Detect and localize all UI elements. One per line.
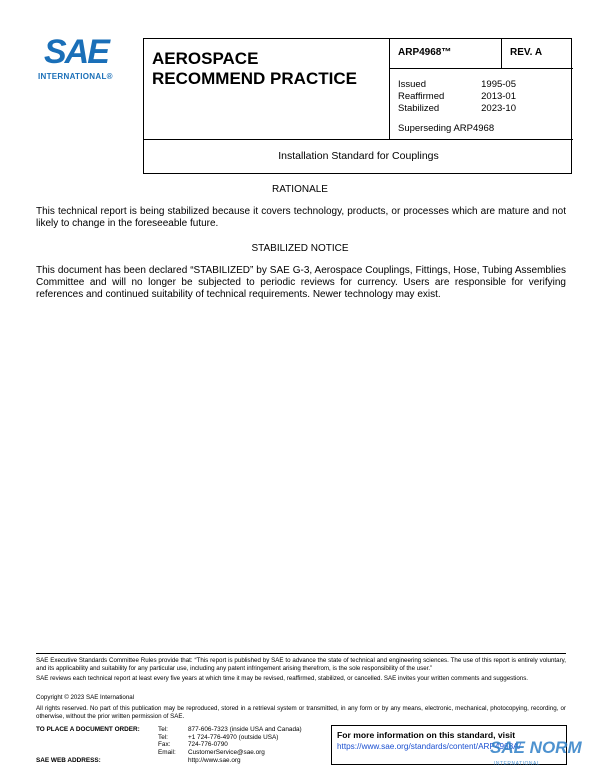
more-info-title: For more information on this standard, visit xyxy=(337,730,516,740)
date-row-issued xyxy=(398,79,516,91)
contact-key: Tel: xyxy=(158,733,168,741)
standard-url-link[interactable]: https://www.sae.org/standards/content/ARP4968A/ xyxy=(337,742,521,751)
date-row-stabilized xyxy=(398,103,516,115)
order-contact-label: TO PLACE A DOCUMENT ORDER: xyxy=(36,726,140,733)
stabilized-notice-text: This document has been declared “STABILIZED” by SAE G-3, Aerospace Couplings, Fittings, Hose, Tubing Assemblies Committee and will no longer be subjected to periodic reviews for currency. Users are responsible for verifying references and continued suitability of technical requirements. Newer technology may exist. xyxy=(36,265,566,300)
sae-logo xyxy=(38,34,122,84)
web-address-link[interactable]: http://www.sae.org xyxy=(188,757,241,764)
document-subject: Installation Standard for Couplings xyxy=(278,150,439,162)
contact-value: +1 724-776-4970 (outside USA) xyxy=(188,733,279,741)
footer-rule xyxy=(36,653,566,654)
date-label: Reaffirmed xyxy=(398,91,445,102)
document-number: ARP4968™ xyxy=(398,47,452,58)
date-table xyxy=(398,79,516,115)
sae-logo-subtitle: INTERNATIONAL® xyxy=(38,72,113,81)
sae-logo-mark: SAE xyxy=(44,33,108,71)
web-address-label: SAE WEB ADDRESS: xyxy=(36,757,101,764)
revision-label: REV. A xyxy=(510,47,543,58)
contact-key: Tel: xyxy=(158,726,168,733)
contact-key: Email: xyxy=(158,748,176,756)
rationale-heading: RATIONALE xyxy=(272,184,328,195)
watermark-text: SAE NORM xyxy=(490,738,582,757)
header-divider xyxy=(501,39,502,68)
date-value: 1995-05 xyxy=(481,79,516,90)
date-row-reaffirmed xyxy=(398,91,516,103)
contact-value[interactable]: CustomerService@sae.org xyxy=(188,748,265,756)
rationale-text: This technical report is being stabilized because it covers technology, products, or processes which are mature and not likely to change in the foreseeable future. xyxy=(36,206,566,229)
date-label: Stabilized xyxy=(398,103,440,114)
date-value: 2023-10 xyxy=(481,103,516,114)
header-divider xyxy=(389,39,390,139)
header-divider xyxy=(389,68,573,69)
document-header xyxy=(143,38,572,174)
footer-rules-text: SAE Executive Standards Committee Rules provide that: “This report is published by SAE to advance the state of technical and engineering sciences. The use of this report is entirely voluntary, and its applicability and suitability for any particular use, including any patent infringement arising therefrom, is the sole responsibility of the user.” xyxy=(36,657,566,672)
contact-value: 877-606-7323 (inside USA and Canada) xyxy=(188,726,302,733)
superseding-note: Superseding ARP4968 xyxy=(398,123,495,134)
document-type-title: AEROSPACE RECOMMEND PRACTICE xyxy=(152,49,357,88)
header-divider xyxy=(144,139,573,140)
contact-value: 724-776-0790 xyxy=(188,741,228,748)
date-value: 2013-01 xyxy=(481,91,516,102)
stabilized-notice-heading: STABILIZED NOTICE xyxy=(251,243,349,254)
title-cell xyxy=(144,39,389,139)
footer-review-text: SAE reviews each technical report at least every five years at which time it may be revised, reaffirmed, stabilized, or cancelled. SAE invites your written comments and suggestions. xyxy=(36,675,529,682)
date-label: Issued xyxy=(398,79,426,90)
watermark-subtext: INTERNATIONAL xyxy=(494,761,541,767)
contact-key: Fax: xyxy=(158,741,171,748)
footer-rights-text: All rights reserved. No part of this publication may be reproduced, stored in a retrieval system or transmitted, in any form or by any means, electronic, mechanical, photocopying, recording, or otherwise, without the prior written permission of SAE. xyxy=(36,705,566,720)
sae-norm-watermark xyxy=(490,738,598,774)
footer-copyright: Copyright © 2023 SAE International xyxy=(36,694,135,701)
